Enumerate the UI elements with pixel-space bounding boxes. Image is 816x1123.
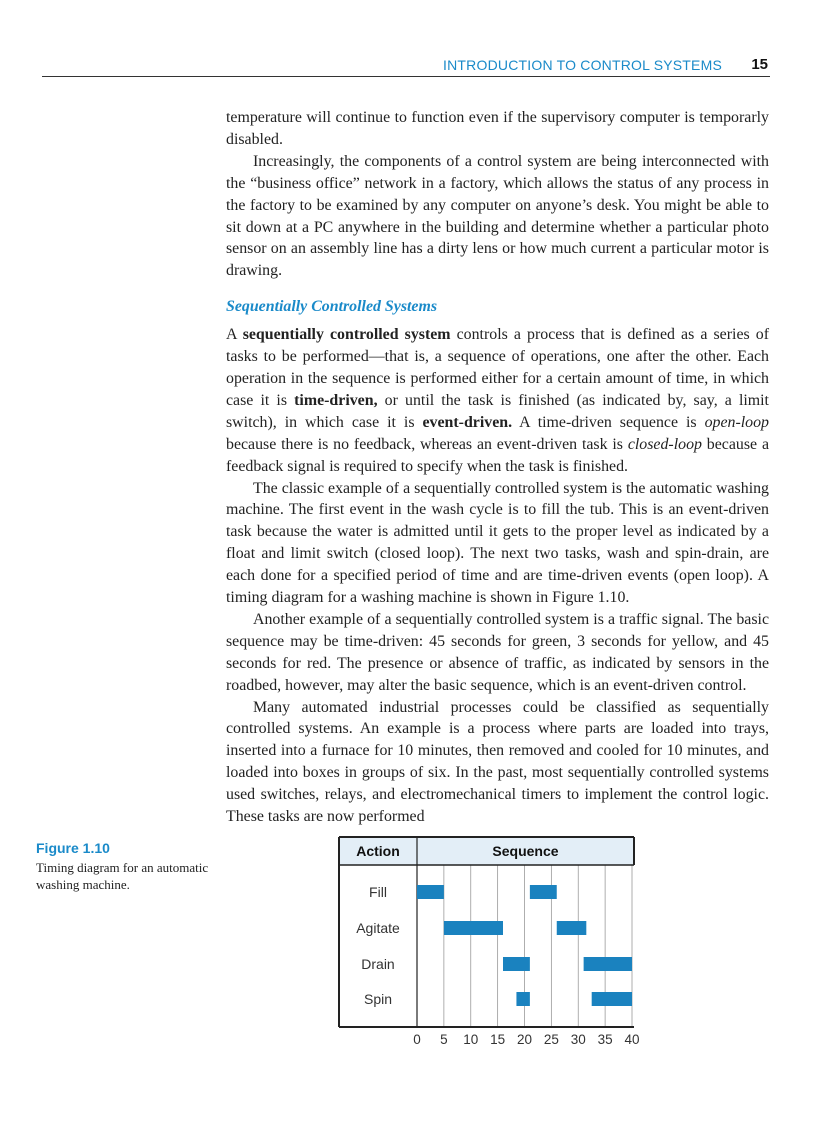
x-tick-label-25: 25 (543, 1032, 559, 1047)
term-time-driven: time-driven, (294, 391, 378, 409)
figure-label: Figure 1.10 (36, 840, 110, 856)
header-sequence-label: Sequence (492, 843, 559, 859)
p3-text-1: A (226, 326, 243, 344)
action-label-agitate: Agitate (356, 920, 400, 936)
x-tick-label-20: 20 (516, 1032, 533, 1047)
figure-caption (36, 840, 216, 893)
x-tick-label-10: 10 (463, 1032, 479, 1047)
x-tick-label-15: 15 (490, 1032, 506, 1047)
term-closed-loop: closed-loop (627, 435, 702, 453)
paragraph-6: Many automated industrial processes could be classified as sequentially controlled systems. An example is a process where parts are loaded into trays, inserted into a furnace for 10 minutes, then removed and cooled for 10 minutes, and loaded into boxes in groups of six. In the past, most sequentially controlled systems used switches, relays, and electromechanical timers to implement the control logic. These tasks are now performed (226, 698, 769, 826)
term-sequentially-controlled-system: sequentially controlled system (242, 326, 451, 344)
x-tick-label-35: 35 (597, 1032, 613, 1047)
header-action-label: Action (356, 843, 400, 859)
action-label-spin: Spin (363, 991, 393, 1007)
bar-drain-1 (503, 957, 530, 971)
bar-fill-2 (530, 885, 557, 899)
body-text (226, 107, 769, 828)
term-event-driven: event-driven. (422, 413, 513, 431)
bar-agitate-2 (557, 921, 587, 935)
bar-fill-1 (417, 885, 444, 899)
p3-text-4: A time-driven sequence is (512, 413, 705, 431)
paragraph-2: Increasingly, the components of a control system are being interconnected with the “business office” network in a factory, which allows the status of any process in the factory to be examined by any computer on anyone’s desk. You might be able to sit down at a PC anywhere in the building and determine whether a particular photo sensor on an assembly line has a dirty lens or how much current a particular motor is drawing. (226, 152, 769, 280)
action-label-fill: Fill (369, 884, 387, 900)
x-tick-label-30: 30 (570, 1032, 586, 1047)
bar-drain-2 (584, 957, 632, 971)
bar-spin-2 (592, 992, 632, 1006)
page-number: 15 (751, 56, 768, 73)
action-label-drain: Drain (361, 956, 395, 972)
paragraph-1: temperature will continue to function even if the supervisory computer is temporarly disabled. (226, 109, 769, 148)
running-head: INTRODUCTION TO CONTROL SYSTEMS (443, 57, 722, 73)
p3-text-3: or until the task is finished (as indicated by, say, a limit switch), in which case it is (226, 391, 769, 431)
timing-diagram-svg (330, 828, 660, 1053)
x-tick-label-40: 40 (624, 1032, 640, 1047)
paragraph-5: Another example of a sequentially controlled system is a traffic signal. The basic sequence may be time-driven: 45 seconds for green, 3 seconds for yellow, and 45 seconds for red. The presence or absence of traffic, as indicated by sensors in the roadbed, however, may alter the basic sequence, which is an event-driven control. (226, 610, 769, 694)
figure-caption-text: Timing diagram for an automatic washing machine. (36, 860, 209, 892)
p3-text-6: because a feedback signal is required to specify when the task is finished. (226, 435, 769, 475)
bar-spin-1 (516, 992, 529, 1006)
p3-text-2: controls a process that is defined as a series of tasks to be performed—that is, a sequence of operations, one after the other. Each operation in the sequence is performed either for a certain amount of time, in which case it is (226, 326, 769, 409)
section-heading: Sequentially Controlled Systems (226, 298, 438, 316)
p3-text-5: because there is no feedback, whereas an event-driven task is (226, 435, 628, 453)
x-tick-label-0: 0 (413, 1032, 421, 1047)
paragraph-4: The classic example of a sequentially controlled system is the automatic washing machine. The first event in the wash cycle is to fill the tub. This is an event-driven task because the water is admitted until it gets to the proper level as indicated by a float and limit switch (closed loop). The next two tasks, wash and spin-drain, are each done for a specified period of time and are time-driven events (open loop). A timing diagram for a washing machine is shown in Figure 1.10. (226, 479, 769, 607)
term-open-loop: open-loop (704, 413, 769, 431)
paragraph-3 (226, 324, 769, 477)
timing-diagram (330, 828, 660, 1058)
bar-agitate-1 (444, 921, 503, 935)
page-header (42, 54, 770, 77)
x-tick-label-5: 5 (440, 1032, 448, 1047)
